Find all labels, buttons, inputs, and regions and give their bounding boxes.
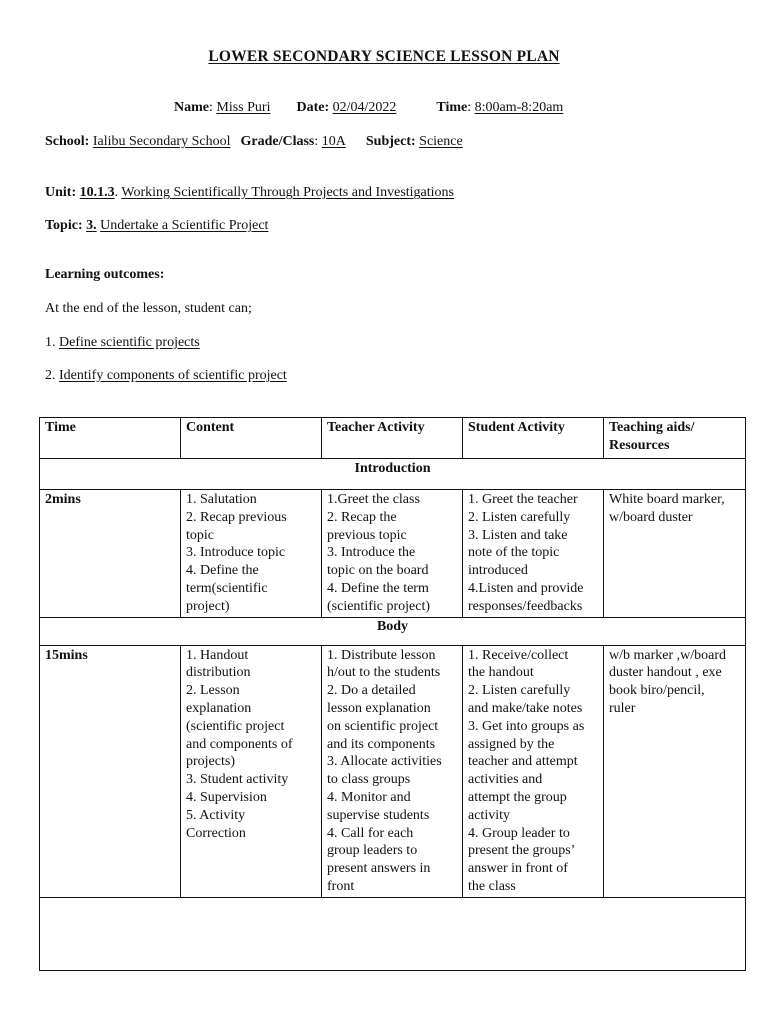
cell-line: the class [468, 878, 516, 894]
cell-line: distribution [186, 665, 251, 681]
cell-line: 3. Student activity [186, 772, 289, 788]
cell-line: explanation [186, 700, 252, 716]
cell-line: answer in front of [468, 861, 568, 877]
outcome-item [45, 335, 200, 351]
cell-line: the handout [468, 665, 534, 681]
cell-line: attempt the group [468, 789, 567, 805]
cell-line: group leaders to [327, 843, 418, 859]
cell-line: 4. Define the term [327, 580, 429, 596]
school-label: School: [45, 134, 90, 149]
time-cell: 15mins [40, 645, 181, 897]
cell-line: front [327, 878, 355, 894]
cell-line: on scientific project [327, 718, 439, 734]
unit-number: 10.1.3 [79, 185, 115, 200]
cell-line: White board marker, [609, 492, 725, 507]
cell-line: 2. Recap the [327, 509, 397, 525]
grade-value: 10A [321, 134, 346, 149]
cell-line: h/out to the students [327, 665, 441, 681]
subject-label: Subject: [365, 134, 416, 149]
cell-line: 5. Activity [186, 807, 246, 823]
empty-row [40, 897, 746, 970]
cell-line: teacher and attempt [468, 754, 578, 770]
date-label: Date: [296, 100, 330, 115]
header-teacher-activity: Teacher Activity [322, 418, 463, 459]
cell-line: 1. Handout [186, 647, 249, 663]
learning-outcomes-heading: Learning outcomes: [45, 267, 165, 282]
cell-line: activity [468, 807, 510, 823]
cell-line: responses/feedbacks [468, 598, 583, 614]
cell-line: assigned by the [468, 736, 555, 752]
cell-line: 2. Lesson [186, 683, 240, 699]
cell-line: term(scientific [186, 580, 268, 596]
outcomes-intro: At the end of the lesson, student can; [45, 301, 252, 316]
outcome-item [45, 368, 287, 384]
content-cell [181, 490, 322, 618]
cell-line: w/b marker ,w/board [609, 647, 727, 663]
student-activity-cell [463, 490, 604, 618]
section-row-introduction [40, 459, 746, 490]
cell-line: present answers in [327, 861, 431, 877]
cell-line: note of the topic [468, 545, 560, 561]
cell-line: 3. Introduce topic [186, 545, 286, 561]
cell-line: w/board duster [609, 509, 693, 525]
cell-line: topic [186, 527, 214, 543]
empty-cell [40, 897, 746, 970]
cell-line: topic on the board [327, 563, 429, 579]
cell-line: introduced [468, 563, 528, 579]
header-teaching-aids: Teaching aids/ Resources [604, 418, 746, 459]
cell-line: 4.Listen and provide [468, 580, 584, 596]
cell-line: (scientific project [186, 718, 285, 734]
header-time: Time [40, 418, 181, 459]
teacher-activity-cell [322, 645, 463, 897]
cell-line: 2. Do a detailed [327, 683, 416, 699]
teaching-aids-cell [604, 645, 746, 897]
table-header-row [40, 418, 746, 459]
cell-line: and make/take notes [468, 700, 583, 716]
cell-line: 1. Receive/collect [468, 647, 569, 663]
outcome-text: Define scientific projects [59, 335, 200, 350]
time-label: Time [436, 100, 468, 115]
topic-title: Undertake a Scientific Project [100, 218, 269, 233]
cell-line: 3. Listen and take [468, 527, 568, 543]
date-value: 02/04/2022 [332, 100, 397, 115]
cell-line: 2. Listen carefully [468, 509, 571, 525]
time-value: 8:00am-8:20am [474, 100, 564, 115]
cell-line: to class groups [327, 772, 411, 788]
cell-line: 2. Recap previous [186, 509, 287, 525]
topic-number: 3. [86, 218, 97, 233]
name-value: Miss Puri [216, 100, 271, 115]
section-row-body [40, 617, 746, 645]
table-row [40, 645, 746, 897]
school-grade-subject-line: School: Ialibu Secondary School Grade/Class: 10A Subject: Science [45, 134, 463, 149]
outcome-number: 1. [45, 335, 59, 350]
outcome-text: Identify components of scientific project [59, 368, 287, 383]
time-cell: 2mins [40, 490, 181, 618]
cell-line: projects) [186, 754, 235, 770]
header-student-activity: Student Activity [463, 418, 604, 459]
topic-line [45, 218, 268, 234]
cell-line: and its components [327, 736, 436, 752]
unit-line: Unit: 10.1.3. Working Scientifically Through Projects and Investigations [45, 185, 454, 200]
school-value: Ialibu Secondary School [92, 134, 231, 149]
topic-label: Topic: [45, 218, 83, 233]
lesson-plan-table [39, 417, 746, 971]
section-title: Body [40, 617, 746, 645]
cell-line: activities and [468, 772, 543, 788]
cell-line: ruler [609, 700, 636, 716]
section-title: Introduction [40, 459, 746, 490]
cell-line: supervise students [327, 807, 430, 823]
student-activity-cell [463, 645, 604, 897]
cell-line: duster handout , exe [609, 665, 722, 681]
cell-line: lesson explanation [327, 700, 431, 716]
cell-line: and components of [186, 736, 293, 752]
cell-line: 1. Salutation [186, 492, 257, 507]
unit-title: Working Scientifically Through Projects and Investigations [121, 185, 454, 200]
cell-line: 4. Group leader to [468, 825, 570, 841]
cell-line: 4. Monitor and [327, 789, 411, 805]
name-label: Name [174, 100, 209, 115]
cell-line: Correction [186, 825, 246, 841]
cell-line: (scientific project) [327, 598, 431, 614]
cell-line: book biro/pencil, [609, 683, 705, 699]
document-title: LOWER SECONDARY SCIENCE LESSON PLAN [208, 48, 560, 65]
subject-value: Science [419, 134, 463, 149]
cell-line: project) [186, 598, 230, 614]
name-date-time-line: Name: Miss Puri Date: 02/04/2022 Time: 8:00am-8:20am [174, 100, 564, 115]
header-content: Content [181, 418, 322, 459]
cell-line: 1. Greet the teacher [468, 492, 578, 507]
teacher-activity-cell [322, 490, 463, 618]
cell-line: 4. Call for each [327, 825, 414, 841]
cell-line: 2. Listen carefully [468, 683, 571, 699]
cell-line: 3. Introduce the [327, 545, 416, 561]
unit-label: Unit: [45, 185, 77, 200]
outcome-number: 2. [45, 368, 59, 383]
teaching-aids-cell [604, 490, 746, 618]
cell-line: 3. Allocate activities [327, 754, 442, 770]
cell-line: 1. Distribute lesson [327, 647, 436, 663]
cell-line: previous topic [327, 527, 407, 543]
cell-line: 3. Get into groups as [468, 718, 585, 734]
table-row [40, 490, 746, 618]
cell-line: 4. Supervision [186, 789, 267, 805]
content-cell [181, 645, 322, 897]
cell-line: present the groups’ [468, 843, 576, 859]
cell-line: 4. Define the [186, 563, 259, 579]
grade-label: Grade/Class [240, 134, 315, 149]
cell-line: 1.Greet the class [327, 492, 420, 507]
